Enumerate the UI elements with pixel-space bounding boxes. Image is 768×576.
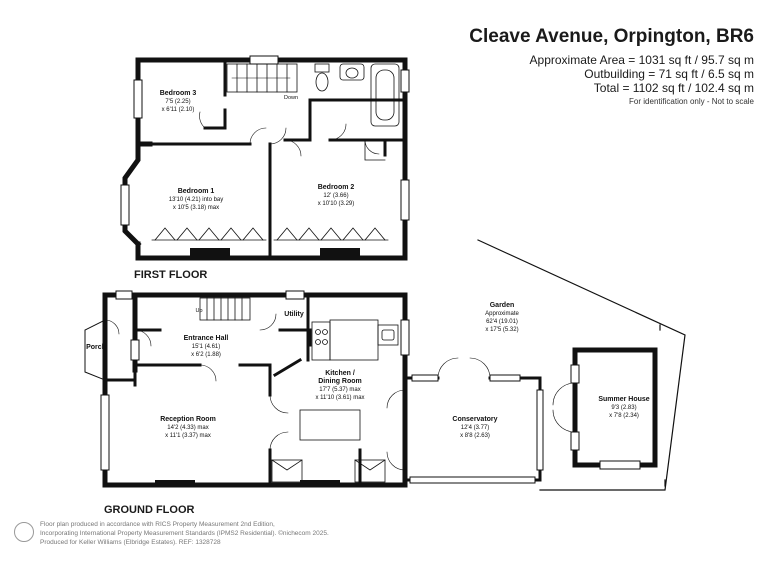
radiators-first [190, 248, 360, 256]
property-title: Cleave Avenue, Orpington, BR6 [469, 26, 754, 47]
footer-line2: Incorporating International Property Measurement Standards (IPMS2 Residential). ©nichecom 2025. [40, 530, 329, 537]
conservatory-name: Conservatory [452, 416, 498, 423]
reception-dim2: x 11'1 (3.37) max [165, 433, 211, 439]
kitchen-name1: Kitchen / [325, 370, 355, 377]
garden-dim2: x 17'5 (5.32) [485, 327, 519, 333]
bedroom2-dim2: x 10'10 (3.29) [317, 201, 355, 207]
outbuilding-area: Outbuilding = 71 sq ft / 6.5 sq m [584, 67, 754, 81]
total-area: Total = 1102 sq ft / 102.4 sq m [593, 81, 754, 95]
ground-floor-windows [101, 291, 409, 470]
garden-dim0: Approximate [485, 311, 519, 317]
conservatory-doors [438, 358, 490, 378]
summer-house-name: Summer House [598, 396, 650, 403]
kitchen-dim1: 17'7 (5.37) max [319, 387, 361, 393]
bedroom2-dim1: 12' (3.66) [323, 193, 349, 199]
bedroom3-dim2: x 6'11 (2.10) [161, 107, 195, 113]
hall-dim2: x 6'2 (1.88) [191, 352, 221, 358]
summer-house-dim2: x 7'8 (2.34) [609, 413, 639, 419]
utility-name: Utility [284, 311, 304, 318]
bathroom-fittings [315, 64, 399, 126]
first-floor-label: FIRST FLOOR [134, 269, 208, 281]
conservatory-dim1: 12'4 (3.77) [460, 425, 490, 431]
bedroom3-name: Bedroom 3 [159, 90, 197, 97]
hall-name: Entrance Hall [183, 335, 229, 342]
alcove-cabinets [272, 460, 385, 482]
summer-house-doors [553, 383, 575, 432]
rics-logo-icon [14, 522, 34, 542]
porch-name: Porch [86, 344, 106, 351]
hall-dim1: 15'1 (4.61) [191, 344, 221, 350]
stairs-down-label: Down [283, 95, 299, 101]
footer-line3: Produced for Keller Williams (Elbridge Estates). REF: 1328728 [40, 539, 221, 546]
summer-house-dim1: 9'3 (2.83) [611, 405, 637, 411]
bedroom3-dim1: 7'5 (2.25) [165, 99, 191, 105]
bedroom1-dim1: 13'10 (4.21) into bay [168, 197, 224, 203]
ground-floor-label: GROUND FLOOR [104, 504, 195, 516]
reception-name: Reception Room [160, 416, 216, 423]
reception-dim1: 14'2 (4.33) max [167, 425, 209, 431]
footer-text [40, 520, 329, 547]
kitchen-name2: Dining Room [318, 378, 362, 385]
first-floor-stairs [227, 64, 297, 92]
conservatory-dim2: x 8'8 (2.63) [460, 433, 490, 439]
scale-note: For identification only - Not to scale [629, 97, 754, 106]
bedroom1-dim2: x 10'5 (3.18) max [172, 205, 220, 211]
bedroom2-name: Bedroom 2 [317, 184, 355, 191]
stairs-up-label: Up [195, 308, 203, 314]
garden-name: Garden [489, 302, 515, 309]
bedroom1-name: Bedroom 1 [177, 188, 215, 195]
ground-floor-stairs [200, 298, 250, 320]
footer-line1: Floor plan produced in accordance with RICS Property Measurement 2nd Edition, [40, 521, 275, 528]
approx-area: Approximate Area = 1031 sq ft / 95.7 sq m [529, 53, 754, 67]
wardrobes-bedroom1 [152, 228, 266, 240]
garden-dim1: 62'4 (19.01) [486, 319, 518, 325]
kitchen-dim2: x 11'10 (3.61) max [315, 395, 365, 401]
